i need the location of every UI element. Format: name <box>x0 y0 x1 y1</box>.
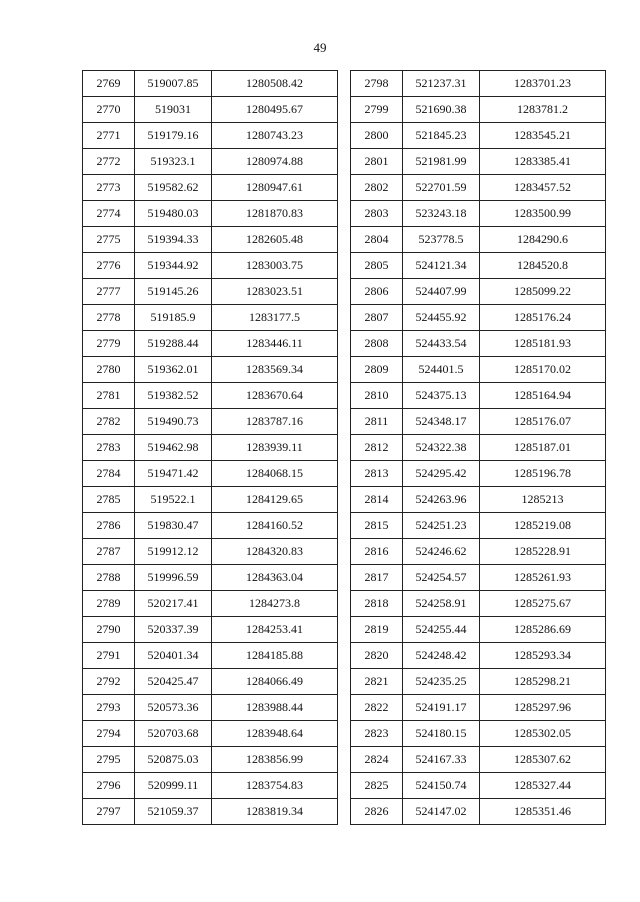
x-coordinate-cell: 520999.11 <box>135 773 212 799</box>
point-number-cell: 2810 <box>351 383 403 409</box>
x-coordinate-cell: 520401.34 <box>135 643 212 669</box>
x-coordinate-cell: 524147.02 <box>403 799 480 825</box>
y-coordinate-cell: 1283670.64 <box>212 383 338 409</box>
y-coordinate-cell: 1285327.44 <box>480 773 606 799</box>
table-row <box>83 721 338 747</box>
y-coordinate-cell: 1285302.05 <box>480 721 606 747</box>
x-coordinate-cell: 520217.41 <box>135 591 212 617</box>
table-row <box>83 97 338 123</box>
table-row <box>83 383 338 409</box>
table-row <box>351 331 606 357</box>
table-row <box>83 487 338 513</box>
table-row <box>351 175 606 201</box>
point-number-cell: 2817 <box>351 565 403 591</box>
point-number-cell: 2807 <box>351 305 403 331</box>
x-coordinate-cell: 520425.47 <box>135 669 212 695</box>
point-number-cell: 2779 <box>83 331 135 357</box>
y-coordinate-cell: 1285297.96 <box>480 695 606 721</box>
x-coordinate-cell: 523778.5 <box>403 227 480 253</box>
y-coordinate-cell: 1284068.15 <box>212 461 338 487</box>
y-coordinate-cell: 1283948.64 <box>212 721 338 747</box>
table-row <box>351 409 606 435</box>
table-row <box>351 383 606 409</box>
table-row <box>351 695 606 721</box>
page-number: 49 <box>313 40 327 55</box>
point-number-cell: 2803 <box>351 201 403 227</box>
x-coordinate-cell: 519471.42 <box>135 461 212 487</box>
y-coordinate-cell: 1285298.21 <box>480 669 606 695</box>
y-coordinate-cell: 1283457.52 <box>480 175 606 201</box>
x-coordinate-cell: 521237.31 <box>403 71 480 97</box>
table-row <box>83 617 338 643</box>
x-coordinate-cell: 524455.92 <box>403 305 480 331</box>
table-row <box>351 279 606 305</box>
x-coordinate-cell: 519344.92 <box>135 253 212 279</box>
x-coordinate-cell: 524407.99 <box>403 279 480 305</box>
table-row <box>351 201 606 227</box>
table-row <box>83 565 338 591</box>
y-coordinate-cell: 1285099.22 <box>480 279 606 305</box>
y-coordinate-cell: 1283545.21 <box>480 123 606 149</box>
table-row <box>351 253 606 279</box>
table-row <box>83 149 338 175</box>
table-row <box>351 71 606 97</box>
table-row <box>351 305 606 331</box>
x-coordinate-cell: 524251.23 <box>403 513 480 539</box>
point-number-cell: 2798 <box>351 71 403 97</box>
x-coordinate-cell: 524121.34 <box>403 253 480 279</box>
point-number-cell: 2796 <box>83 773 135 799</box>
x-coordinate-cell: 524235.25 <box>403 669 480 695</box>
x-coordinate-cell: 519031 <box>135 97 212 123</box>
table-row <box>83 201 338 227</box>
point-number-cell: 2771 <box>83 123 135 149</box>
table-row <box>83 747 338 773</box>
point-number-cell: 2793 <box>83 695 135 721</box>
y-coordinate-cell: 1285219.08 <box>480 513 606 539</box>
x-coordinate-cell: 521059.37 <box>135 799 212 825</box>
y-coordinate-cell: 1285307.62 <box>480 747 606 773</box>
table-row <box>83 175 338 201</box>
y-coordinate-cell: 1283701.23 <box>480 71 606 97</box>
y-coordinate-cell: 1280947.61 <box>212 175 338 201</box>
x-coordinate-cell: 519830.47 <box>135 513 212 539</box>
x-coordinate-cell: 524255.44 <box>403 617 480 643</box>
table-row <box>351 461 606 487</box>
point-number-cell: 2811 <box>351 409 403 435</box>
y-coordinate-cell: 1283787.16 <box>212 409 338 435</box>
table-row <box>83 799 338 825</box>
point-number-cell: 2769 <box>83 71 135 97</box>
x-coordinate-cell: 524258.91 <box>403 591 480 617</box>
point-number-cell: 2809 <box>351 357 403 383</box>
y-coordinate-cell: 1285164.94 <box>480 383 606 409</box>
y-coordinate-cell: 1285196.78 <box>480 461 606 487</box>
table-row <box>83 513 338 539</box>
y-coordinate-cell: 1283988.44 <box>212 695 338 721</box>
point-number-cell: 2791 <box>83 643 135 669</box>
point-number-cell: 2773 <box>83 175 135 201</box>
y-coordinate-cell: 1285351.46 <box>480 799 606 825</box>
y-coordinate-cell: 1284066.49 <box>212 669 338 695</box>
y-coordinate-cell: 1283177.5 <box>212 305 338 331</box>
y-coordinate-cell: 1284520.8 <box>480 253 606 279</box>
point-number-cell: 2823 <box>351 721 403 747</box>
point-number-cell: 2799 <box>351 97 403 123</box>
table-row <box>83 253 338 279</box>
point-number-cell: 2804 <box>351 227 403 253</box>
y-coordinate-cell: 1285261.93 <box>480 565 606 591</box>
x-coordinate-cell: 520573.36 <box>135 695 212 721</box>
x-coordinate-cell: 519394.33 <box>135 227 212 253</box>
point-number-cell: 2819 <box>351 617 403 643</box>
point-number-cell: 2818 <box>351 591 403 617</box>
y-coordinate-cell: 1285213 <box>480 487 606 513</box>
point-number-cell: 2781 <box>83 383 135 409</box>
x-coordinate-cell: 519185.9 <box>135 305 212 331</box>
y-coordinate-cell: 1285170.02 <box>480 357 606 383</box>
y-coordinate-cell: 1285293.34 <box>480 643 606 669</box>
point-number-cell: 2826 <box>351 799 403 825</box>
y-coordinate-cell: 1283819.34 <box>212 799 338 825</box>
x-coordinate-cell: 519912.12 <box>135 539 212 565</box>
point-number-cell: 2806 <box>351 279 403 305</box>
y-coordinate-cell: 1280508.42 <box>212 71 338 97</box>
table-row <box>351 357 606 383</box>
y-coordinate-cell: 1283856.99 <box>212 747 338 773</box>
table-row <box>83 669 338 695</box>
point-number-cell: 2795 <box>83 747 135 773</box>
y-coordinate-cell: 1283023.51 <box>212 279 338 305</box>
y-coordinate-cell: 1285176.24 <box>480 305 606 331</box>
y-coordinate-cell: 1285275.67 <box>480 591 606 617</box>
point-number-cell: 2821 <box>351 669 403 695</box>
table-row <box>83 773 338 799</box>
table-row <box>351 799 606 825</box>
table-row <box>83 695 338 721</box>
table-row <box>351 539 606 565</box>
y-coordinate-cell: 1285286.69 <box>480 617 606 643</box>
point-number-cell: 2805 <box>351 253 403 279</box>
y-coordinate-cell: 1283569.34 <box>212 357 338 383</box>
table-row <box>351 617 606 643</box>
point-number-cell: 2801 <box>351 149 403 175</box>
point-number-cell: 2813 <box>351 461 403 487</box>
x-coordinate-cell: 521845.23 <box>403 123 480 149</box>
coordinates-table-right <box>350 70 606 825</box>
x-coordinate-cell: 524348.17 <box>403 409 480 435</box>
point-number-cell: 2797 <box>83 799 135 825</box>
table-row <box>83 461 338 487</box>
table-row <box>83 71 338 97</box>
point-number-cell: 2825 <box>351 773 403 799</box>
point-number-cell: 2802 <box>351 175 403 201</box>
point-number-cell: 2775 <box>83 227 135 253</box>
table-row <box>351 435 606 461</box>
coordinates-table-left <box>82 70 338 825</box>
point-number-cell: 2776 <box>83 253 135 279</box>
table-row <box>83 227 338 253</box>
point-number-cell: 2800 <box>351 123 403 149</box>
y-coordinate-cell: 1283754.83 <box>212 773 338 799</box>
y-coordinate-cell: 1285228.91 <box>480 539 606 565</box>
table-row <box>351 721 606 747</box>
point-number-cell: 2783 <box>83 435 135 461</box>
x-coordinate-cell: 524401.5 <box>403 357 480 383</box>
x-coordinate-cell: 523243.18 <box>403 201 480 227</box>
point-number-cell: 2780 <box>83 357 135 383</box>
point-number-cell: 2778 <box>83 305 135 331</box>
x-coordinate-cell: 524254.57 <box>403 565 480 591</box>
x-coordinate-cell: 524248.42 <box>403 643 480 669</box>
point-number-cell: 2814 <box>351 487 403 513</box>
point-number-cell: 2782 <box>83 409 135 435</box>
x-coordinate-cell: 522701.59 <box>403 175 480 201</box>
table-row <box>351 747 606 773</box>
x-coordinate-cell: 519362.01 <box>135 357 212 383</box>
point-number-cell: 2784 <box>83 461 135 487</box>
table-row <box>351 591 606 617</box>
table-row <box>83 409 338 435</box>
y-coordinate-cell: 1285176.07 <box>480 409 606 435</box>
table-row <box>83 279 338 305</box>
point-number-cell: 2788 <box>83 565 135 591</box>
point-number-cell: 2789 <box>83 591 135 617</box>
y-coordinate-cell: 1284160.52 <box>212 513 338 539</box>
y-coordinate-cell: 1284290.6 <box>480 227 606 253</box>
table-row <box>83 357 338 383</box>
table-row <box>83 643 338 669</box>
y-coordinate-cell: 1284253.41 <box>212 617 338 643</box>
x-coordinate-cell: 520337.39 <box>135 617 212 643</box>
point-number-cell: 2786 <box>83 513 135 539</box>
table-row <box>83 539 338 565</box>
y-coordinate-cell: 1285187.01 <box>480 435 606 461</box>
point-number-cell: 2792 <box>83 669 135 695</box>
x-coordinate-cell: 524150.74 <box>403 773 480 799</box>
x-coordinate-cell: 519582.62 <box>135 175 212 201</box>
point-number-cell: 2772 <box>83 149 135 175</box>
x-coordinate-cell: 524322.38 <box>403 435 480 461</box>
point-number-cell: 2824 <box>351 747 403 773</box>
point-number-cell: 2770 <box>83 97 135 123</box>
point-number-cell: 2815 <box>351 513 403 539</box>
x-coordinate-cell: 524167.33 <box>403 747 480 773</box>
point-number-cell: 2794 <box>83 721 135 747</box>
table-row <box>83 123 338 149</box>
x-coordinate-cell: 519179.16 <box>135 123 212 149</box>
x-coordinate-cell: 524375.13 <box>403 383 480 409</box>
x-coordinate-cell: 519996.59 <box>135 565 212 591</box>
y-coordinate-cell: 1284363.04 <box>212 565 338 591</box>
x-coordinate-cell: 524191.17 <box>403 695 480 721</box>
x-coordinate-cell: 519323.1 <box>135 149 212 175</box>
point-number-cell: 2816 <box>351 539 403 565</box>
x-coordinate-cell: 524263.96 <box>403 487 480 513</box>
point-number-cell: 2812 <box>351 435 403 461</box>
point-number-cell: 2822 <box>351 695 403 721</box>
y-coordinate-cell: 1281870.83 <box>212 201 338 227</box>
y-coordinate-cell: 1283446.11 <box>212 331 338 357</box>
table-row <box>351 773 606 799</box>
point-number-cell: 2808 <box>351 331 403 357</box>
x-coordinate-cell: 520875.03 <box>135 747 212 773</box>
y-coordinate-cell: 1283003.75 <box>212 253 338 279</box>
y-coordinate-cell: 1280743.23 <box>212 123 338 149</box>
x-coordinate-cell: 519522.1 <box>135 487 212 513</box>
point-number-cell: 2785 <box>83 487 135 513</box>
table-row <box>351 123 606 149</box>
x-coordinate-cell: 519145.26 <box>135 279 212 305</box>
table-row <box>83 305 338 331</box>
y-coordinate-cell: 1280974.88 <box>212 149 338 175</box>
table-row <box>83 435 338 461</box>
x-coordinate-cell: 519007.85 <box>135 71 212 97</box>
y-coordinate-cell: 1280495.67 <box>212 97 338 123</box>
x-coordinate-cell: 524246.62 <box>403 539 480 565</box>
table-row <box>351 487 606 513</box>
point-number-cell: 2790 <box>83 617 135 643</box>
x-coordinate-cell: 519288.44 <box>135 331 212 357</box>
table-row <box>351 149 606 175</box>
x-coordinate-cell: 524180.15 <box>403 721 480 747</box>
table-row <box>351 565 606 591</box>
y-coordinate-cell: 1283385.41 <box>480 149 606 175</box>
x-coordinate-cell: 521690.38 <box>403 97 480 123</box>
table-row <box>351 669 606 695</box>
x-coordinate-cell: 519462.98 <box>135 435 212 461</box>
x-coordinate-cell: 524295.42 <box>403 461 480 487</box>
x-coordinate-cell: 519480.03 <box>135 201 212 227</box>
y-coordinate-cell: 1283939.11 <box>212 435 338 461</box>
y-coordinate-cell: 1282605.48 <box>212 227 338 253</box>
y-coordinate-cell: 1283500.99 <box>480 201 606 227</box>
table-row <box>351 227 606 253</box>
table-row <box>351 513 606 539</box>
point-number-cell: 2787 <box>83 539 135 565</box>
table-row <box>351 643 606 669</box>
point-number-cell: 2774 <box>83 201 135 227</box>
table-row <box>83 331 338 357</box>
y-coordinate-cell: 1285181.93 <box>480 331 606 357</box>
table-row <box>83 591 338 617</box>
x-coordinate-cell: 520703.68 <box>135 721 212 747</box>
y-coordinate-cell: 1284320.83 <box>212 539 338 565</box>
y-coordinate-cell: 1283781.2 <box>480 97 606 123</box>
table-row <box>351 97 606 123</box>
point-number-cell: 2820 <box>351 643 403 669</box>
y-coordinate-cell: 1284129.65 <box>212 487 338 513</box>
x-coordinate-cell: 524433.54 <box>403 331 480 357</box>
y-coordinate-cell: 1284273.8 <box>212 591 338 617</box>
x-coordinate-cell: 519382.52 <box>135 383 212 409</box>
point-number-cell: 2777 <box>83 279 135 305</box>
y-coordinate-cell: 1284185.88 <box>212 643 338 669</box>
x-coordinate-cell: 521981.99 <box>403 149 480 175</box>
x-coordinate-cell: 519490.73 <box>135 409 212 435</box>
